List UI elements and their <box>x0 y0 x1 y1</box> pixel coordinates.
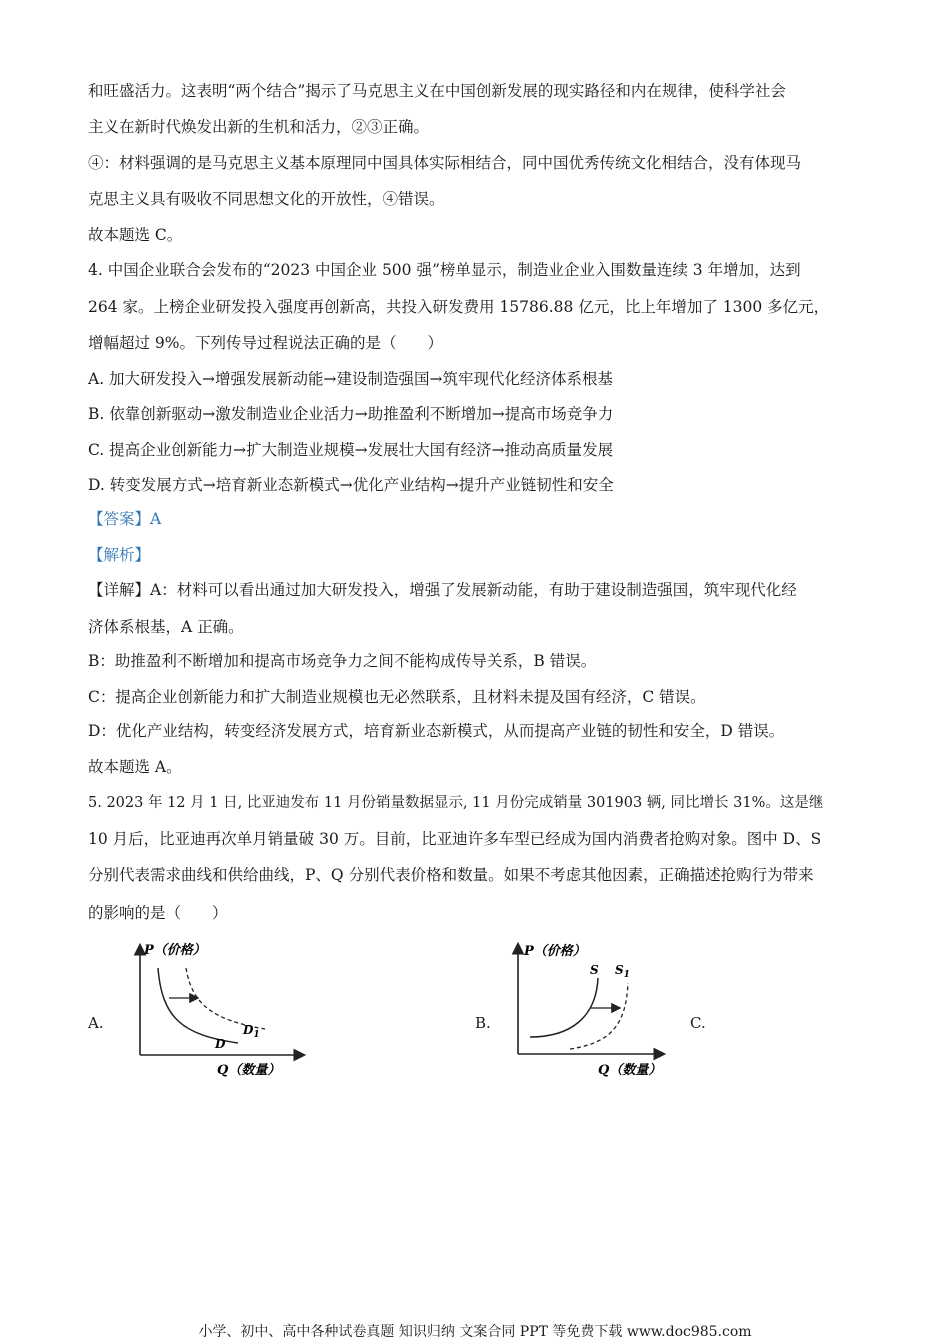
graph-a-y-label: P（价格） <box>144 943 206 958</box>
graph-b-x-label: Q（数量） <box>598 1063 662 1078</box>
paragraph-line: 故本题选 C。 <box>88 226 183 244</box>
question-5-stem: 5. 2023 年 12 月 1 日, 比亚迪发布 11 月份销量数据显示, 11 月份完成销量 301903 辆, 同比增长 31%。这是继 <box>88 795 824 811</box>
graph-a-x-label: Q（数量） <box>217 1063 281 1078</box>
option-d: D. 转变发展方式→培育新业态新模式→优化产业结构→提升产业链韧性和安全 <box>88 476 614 494</box>
question-5-stem: 分别代表需求曲线和供给曲线，P、Q 分别代表价格和数量。如果不考虑其他因素，正确描述抢购行为带来 <box>88 866 814 884</box>
graph-b-curve-s <box>530 978 598 1037</box>
question-4-stem: 4. 中国企业联合会发布的“2023 中国企业 500 强”榜单显示，制造业企业入围数量连续 3 年增加，达到 <box>88 261 801 279</box>
question-5-stem: 的影响的是（ ） <box>88 904 228 922</box>
graph-a-label-d1-sub: 1 <box>253 1030 260 1040</box>
graph-b-label-s1-main: S <box>615 963 624 977</box>
graph-b-label-s1-sub: 1 <box>623 970 630 980</box>
graph-a-label-d: D <box>215 1037 226 1051</box>
detail-line: 【详解】A：材料可以看出通过加大研发投入，增强了发展新动能，有助于建设制造强国，筑牢现代化经 <box>88 581 797 599</box>
question-5-stem: 10 月后，比亚迪再次单月销量破 30 万。目前，比亚迪许多车型已经成为国内消费者抢购对象。图中 D、S <box>88 830 822 848</box>
detail-line: 济体系根基，A 正确。 <box>88 618 244 636</box>
option-b-label: B. <box>475 1014 491 1032</box>
conclusion-line: 故本题选 A。 <box>88 758 182 776</box>
graph-b-label-s1 <box>615 963 630 980</box>
detail-line: B：助推盈利不断增加和提高市场竞争力之间不能构成传导关系，B 错误。 <box>88 652 597 670</box>
graph-a-demand-shift <box>120 940 310 1085</box>
detail-line: D：优化产业结构，转变经济发展方式，培育新业态新模式，从而提高产业链的韧性和安全，D 错误。 <box>88 722 785 740</box>
option-c-label: C. <box>690 1014 706 1032</box>
paragraph-line: 和旺盛活力。这表明“两个结合”揭示了马克思主义在中国创新发展的现实路径和内在规律，使科学社会 <box>88 82 786 100</box>
option-a-label: A. <box>88 1014 104 1032</box>
answer-label: 【答案】A <box>88 510 162 528</box>
graph-a-curve-d1 <box>186 968 265 1029</box>
graph-a-label-d1 <box>242 1023 260 1040</box>
graph-b-curve-s1 <box>570 983 628 1049</box>
paragraph-line: 主义在新时代焕发出新的生机和活力，②③正确。 <box>88 118 430 136</box>
question-4-stem: 264 家。上榜企业研发投入强度再创新高，共投入研发费用 15786.88 亿元，比上年增加了 1300 多亿元， <box>88 298 830 316</box>
question-4-stem: 增幅超过 9%。下列传导过程说法正确的是（ ） <box>88 334 444 352</box>
footer-banner: 小学、初中、高中各种试卷真题 知识归纳 文案合同 PPT 等免费下载 www.doc985.com <box>198 1324 752 1340</box>
option-b: B. 依靠创新驱动→激发制造业企业活力→助推盈利不断增加→提高市场竞争力 <box>88 405 614 423</box>
detail-line: C：提高企业创新能力和扩大制造业规模也无必然联系，且材料未提及国有经济，C 错误。 <box>88 688 706 706</box>
paragraph-line: ④：材料强调的是马克思主义基本原理同中国具体实际相结合，同中国优秀传统文化相结合，没有体现马 <box>88 154 802 172</box>
analysis-label: 【解析】 <box>88 546 151 564</box>
paragraph-line: 克思主义具有吸收不同思想文化的开放性，④错误。 <box>88 190 445 208</box>
graph-b-supply-shift <box>500 940 670 1085</box>
graph-a-curve-d <box>158 968 238 1043</box>
option-c: C. 提高企业创新能力→扩大制造业规模→发展壮大国有经济→推动高质量发展 <box>88 441 614 459</box>
graph-a-label-d1-main: D <box>243 1023 254 1037</box>
graph-b-label-s: S <box>590 963 599 977</box>
graph-b-y-label: P（价格） <box>524 944 586 959</box>
option-a: A. 加大研发投入→增强发展新动能→建设制造强国→筑牢现代化经济体系根基 <box>88 370 614 388</box>
